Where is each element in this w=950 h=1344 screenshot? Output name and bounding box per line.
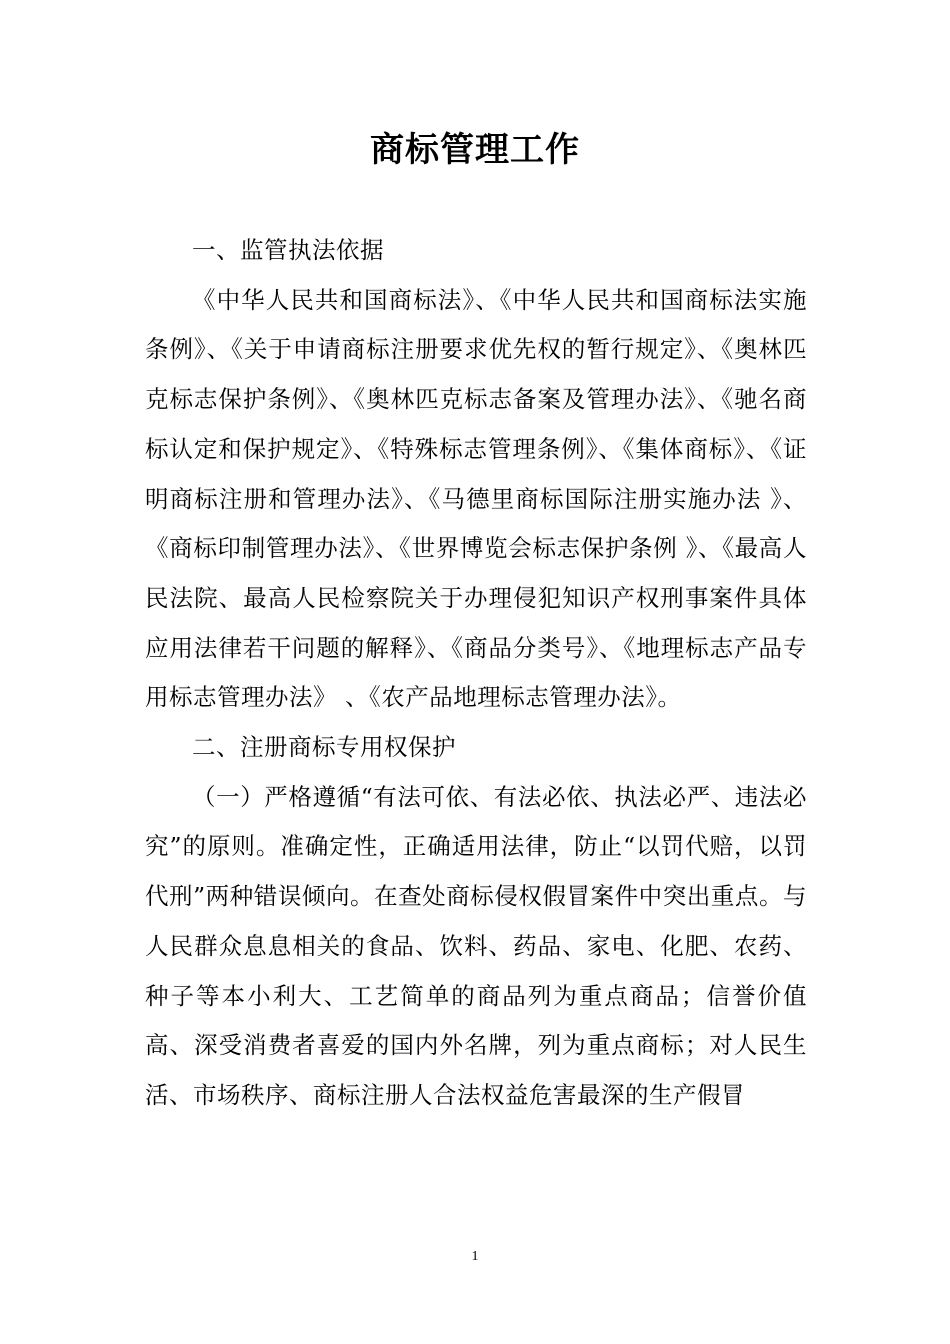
section-heading-1: 一、监管执法依据 xyxy=(192,236,384,264)
section-heading-2: 二、注册商标专用权保护 xyxy=(192,733,456,762)
paragraph-legal-basis: 《中华人民共和国商标法》、《中华人民共和国商标法实施条例》、《关于申请商标注册要求优先权的暂行规定》、《奥林匹克标志保护条例》、《奥林匹克标志备案及管理办法》、《驰名商标认定和保护规定》、《特殊标志管理条例》、《集体商标》、《证明商标注册和管理办法》、《马德里商标国际注册实施办法 》、《商标印制管理办法》、《世界博览会标志保护条例 》、《最高人民法院、最高人民检察院关于办理侵犯知识产权刑事案件具体应用法律若干问题的解释》、《商品分类号》、《地理标志产品专用标志管理办法》 、《农产品地理标志管理办法》。 xyxy=(145,285,807,712)
document-body xyxy=(145,226,807,1121)
page-number: 1 xyxy=(471,1249,479,1264)
document-title: 商标管理工作 xyxy=(370,130,580,170)
paragraph-protection: （一）严格遵循“有法可依、有法必依、执法必严、违法必究”的原则。准确定性，正确适用法律，防止“以罚代赔，以罚代刑”两种错误倾向。在查处商标侵权假冒案件中突出重点。与人民群众息息相关的食品、饮料、药品、家电、化肥、农药、种子等本小利大、工艺简单的商品列为重点商品；信誉价值高、深受消费者喜爱的国内外名牌，列为重点商标；对人民生活、市场秩序、商标注册人合法权益危害最深的生产假冒 xyxy=(145,782,807,1109)
